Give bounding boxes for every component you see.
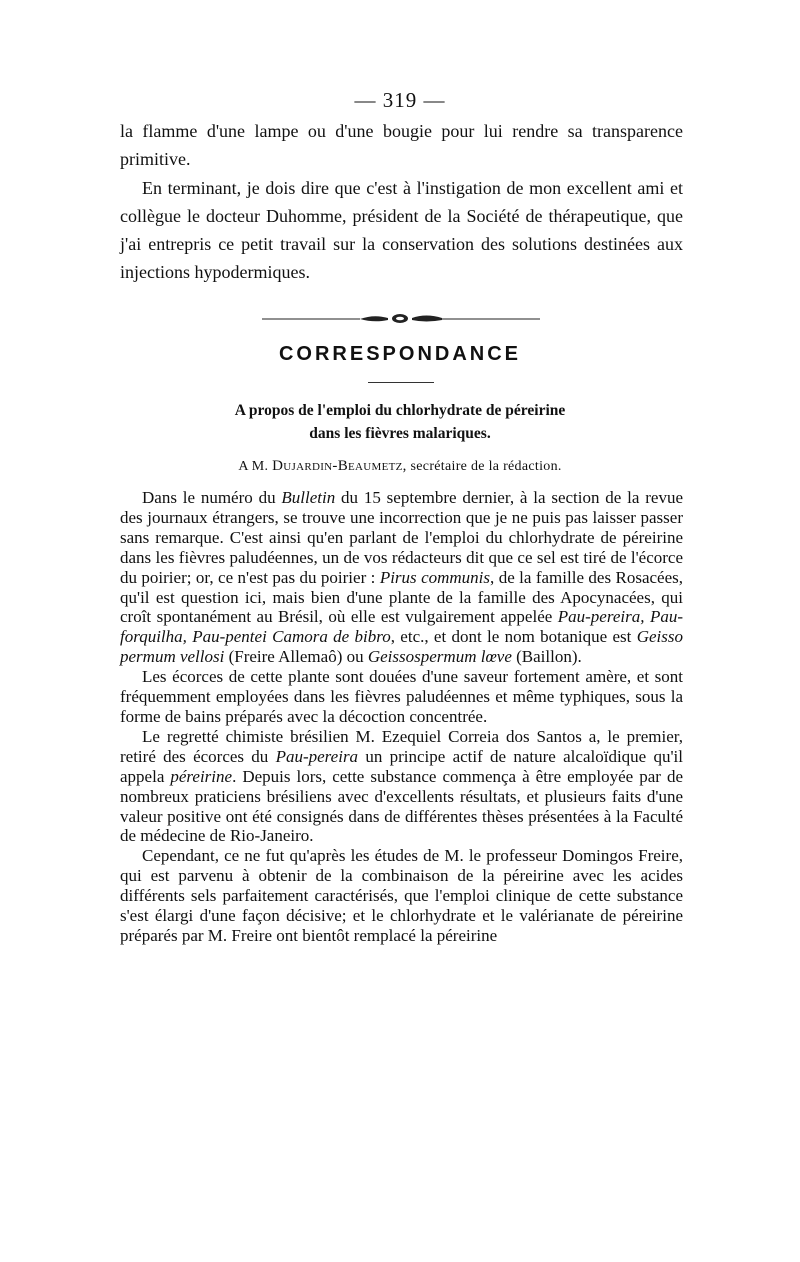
letter-addressee <box>0 458 800 475</box>
p1-text-g: , etc., et dont le nom botanique est <box>390 627 637 647</box>
p3-text-c: un principe actif de nature alcaloïdique qu'il appela <box>120 746 683 786</box>
letter-paragraph-3 <box>120 727 683 846</box>
p1-text-a: Dans le numéro du <box>142 488 282 507</box>
letter-paragraph-1 <box>120 488 683 667</box>
section-heading: CORRESPONDANCE <box>278 343 522 365</box>
letter-body <box>120 488 683 946</box>
ornament-divider <box>262 311 540 325</box>
p3-pau-pereira: Pau-pereira <box>275 746 359 766</box>
addressee-title: secrétaire de la rédaction. <box>410 459 562 474</box>
addressee-prefix: A M. <box>238 459 269 474</box>
subtitle-line-1: A propos de l'emploi du chlorhydrate de péreirine <box>234 402 566 419</box>
p1-text-i: (Freire Allemaô) ou <box>224 647 368 667</box>
heading-rule <box>368 382 434 383</box>
p1-botanical-name-1: Geisso permum vellosi <box>120 627 683 667</box>
p1-text-k: (Baillon). <box>511 647 582 667</box>
p1-botanical-name-2: Geissospermum lœve <box>367 647 512 667</box>
letter-paragraph-2: Les écorces de cette plante sont douées d'une saveur fortement amère, et sont fréquemment employées dans les fièvres paludéennes et même typhiques, sous la forme de bains préparés avec la décoction concentrée. <box>120 667 683 726</box>
continuation-paragraph: la flamme d'une lampe ou d'une bougie pour lui rendre sa transparence primitive. <box>120 121 683 170</box>
p3-pereirine: péreirine <box>170 766 233 786</box>
addressee-name: Dujardin-Beaumetz, <box>272 458 407 474</box>
p1-text-e: , de la famille des Rosacées, qu'il est question ici, mais bien d'une plante de la famille des Apocynacées, qui croît spontanément au Brésil, où elle est vulgairement appelée <box>120 567 683 627</box>
p1-text-c: du 15 septembre dernier, à la section de la revue des journaux étrangers, se trouve une incorrection que je ne puis pas laisser passer sans remarque. C'est ainsi qu'en parlant de l'emploi du chlorhydrate de péreirine dans les fièvres paludéennes, un de vos rédacteurs dit que ce sel est tiré de l'écorce du poirier; or, ce n'est pas du poirier : <box>120 488 683 587</box>
p3-text-a: Le regretté chimiste brésilien M. Ezequiel Correia dos Santos a, le premier, retiré des écorces du <box>120 726 683 766</box>
subtitle-line-2: dans les fièvres malariques. <box>309 425 491 442</box>
p1-bulletin: Bulletin <box>281 488 336 507</box>
page-number: — 319 — <box>354 88 446 112</box>
p1-pirus: Pirus communis <box>379 567 491 587</box>
letter-paragraph-4: Cependant, ce ne fut qu'après les études de M. le professeur Domingos Freire, qui est parvenu à obtenir de la combinaison de la péreirine avec les acides différents sels parfaitement caractérisés, que l'emploi clinique de cette substance s'est élargi d'une façon décisive; et le chlorhydrate et le valérianate de péreirine préparés par M. Freire ont bientôt remplacé la péreirine <box>120 846 683 945</box>
intro-text <box>120 117 683 287</box>
p3-text-e: . Depuis lors, cette substance commença à être employée par de nombreux praticiens brésiliens avec d'excellents résultats, et plusieurs faits d'une valeur positive ont été consignés dans de différentes thèses présentées à la Faculté de médecine de Rio-Janeiro. <box>120 766 683 846</box>
closing-paragraph: En terminant, je dois dire que c'est à l'instigation de mon excellent ami et collègue le docteur Duhomme, président de la Société de thérapeutique, que j'ai entrepris ce petit travail sur la conservation des solutions destinées aux injections hypodermiques. <box>120 177 683 283</box>
article-subtitle <box>130 399 670 445</box>
p1-vernacular-names: Pau-pereira, Pau-forquilha, Pau-pentei Camora de bibro <box>120 607 683 647</box>
